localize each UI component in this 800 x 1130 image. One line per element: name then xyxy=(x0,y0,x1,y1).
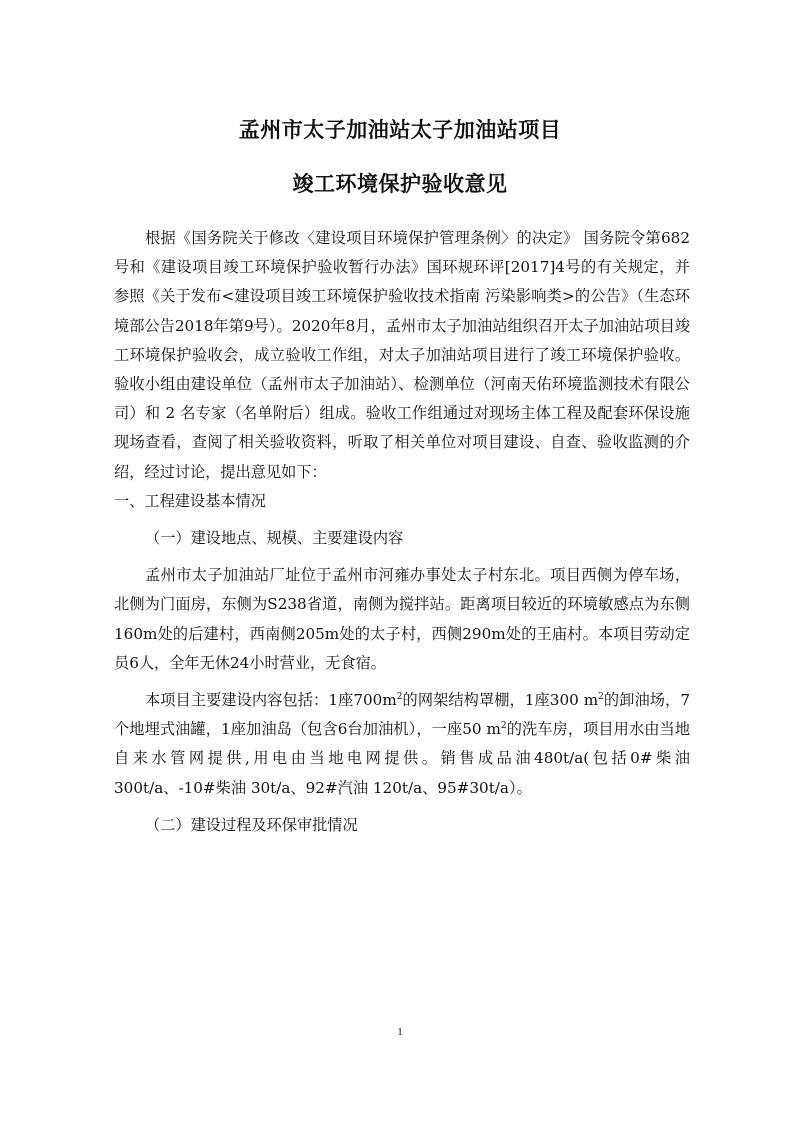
subsection2-heading: （二）建设过程及环保审批情况 xyxy=(145,815,358,834)
section1-heading: 一、工程建设基本情况 xyxy=(114,491,266,510)
intro-paragraph: 根据《国务院关于修改〈建设项目环境保护管理条例〉的决定》 国务院令第682号和《建设项目竣工环境保护验收暂行办法》国环规环评[2017]4号的有关规定，并参照《关于发布<建设项目竣工环境保护验收技术指南 污染影响类>的公告》（生态环境部公告2018年第9号）。2020年8月，孟州市太子加油站组织召开太子加油站项目竣工环境保护验收会，成立验收工作组，对太子加油站项目进行了竣工环境保护验收。验收小组由建设单位（孟州市太子加油站）、检测单位（河南天佑环境监测技术有限公司）和 2 名专家（名单附后）组成。验收工作组通过对现场主体工程及配套环保设施现场查看，查阅了相关验收资料，听取了相关单位对项目建设、自查、验收监测的介绍，经过讨论，提出意见如下： xyxy=(114,229,690,481)
page-number: 1 xyxy=(397,1026,403,1038)
content-text-3: 的卸油场，7个地埋式油罐，1座加油岛（包含6台加油机），一座50 m xyxy=(114,691,690,739)
document-title-line2: 竣工环境保护验收意见 xyxy=(292,172,508,196)
superscript-2: 2 xyxy=(500,721,507,732)
superscript-2: 2 xyxy=(598,691,604,702)
document-title-line1: 孟州市太子加油站太子加油站项目 xyxy=(238,118,562,142)
location-paragraph: 孟州市太子加油站厂址位于孟州市河雍办事处太子村东北。项目西侧为停车场，北侧为门面房，东侧为S238省道，南侧为搅拌站。距离项目较近的环境敏感点为东侧160m处的后建村，西南侧205m处的太子村，西侧290m处的王庙村。本项目劳动定员6人，全年无休24小时营业，无食宿。 xyxy=(114,566,690,672)
document-body xyxy=(114,224,690,840)
content-text-2: 的网架结构罩棚，1座300 m xyxy=(402,691,599,710)
subsection1-heading: （一）建设地点、规模、主要建设内容 xyxy=(145,529,404,548)
content-text-4: 的洗车房，项目用水由当地自来水管网提供,用电由当地电网提供。销售成品油480t/a(包括0#柴油300t/a、-10#柴油 30t/a、92#汽油 120t/a、95#30t/a）。 xyxy=(114,720,691,797)
content-text-1: 本项目主要建设内容包括：1座700m xyxy=(145,691,397,710)
superscript-2: 2 xyxy=(396,691,403,702)
construction-content-paragraph xyxy=(114,686,690,803)
